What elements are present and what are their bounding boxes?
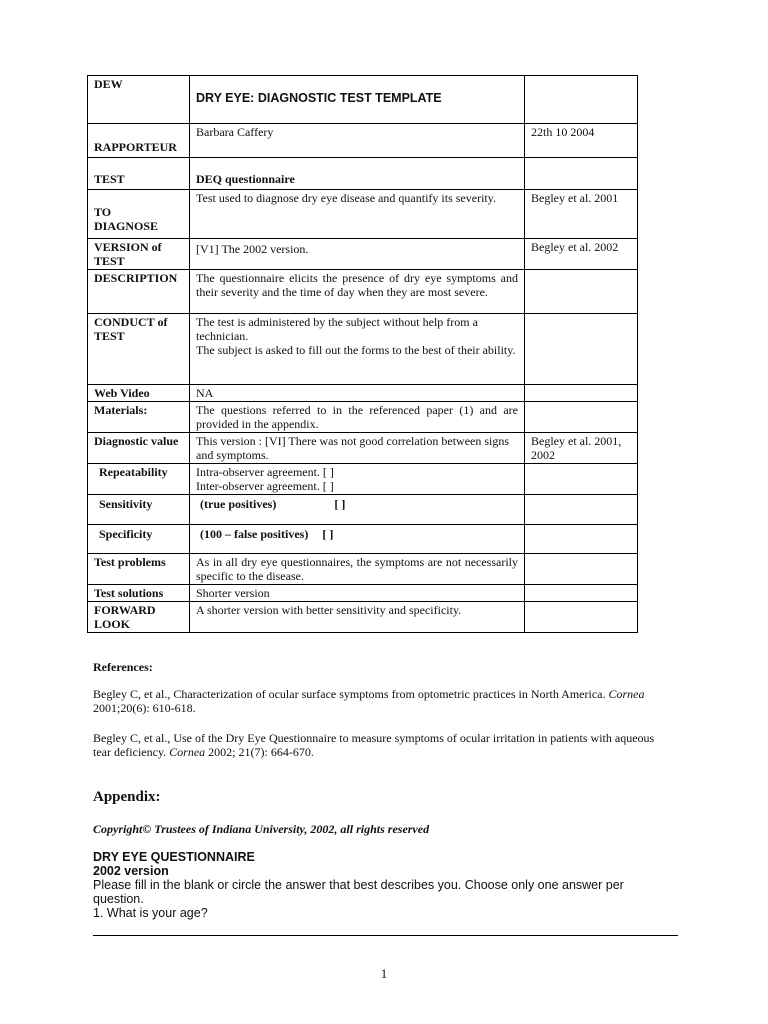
diagnostic-value-ref: Begley et al. 2001, 2002 — [525, 433, 638, 464]
reference-1 — [93, 687, 663, 715]
table-row-header — [88, 76, 638, 124]
question-1: 1. What is your age? — [93, 906, 208, 920]
appendix-title: Appendix: — [93, 789, 161, 805]
page-number: 1 — [380, 966, 388, 981]
rapporteur-date: 22th 10 2004 — [525, 124, 638, 158]
rapporteur-label: RAPPORTEUR — [88, 124, 190, 158]
test-problems-label: Test problems — [88, 554, 190, 585]
table-row-rapporteur — [88, 124, 638, 158]
diagnostic-test-template-table — [87, 75, 638, 633]
test-solutions-value: Shorter version — [190, 585, 525, 602]
table-row-web-video — [88, 385, 638, 402]
table-row-forward-look — [88, 602, 638, 633]
table-row-diagnose — [88, 190, 638, 239]
conduct-label: CONDUCT of TEST — [88, 314, 190, 385]
reference-2-text: Begley C, et al., Use of the Dry Eye Questionnaire to measure symptoms of ocular irritation in patients with aqueous tear deficiency. — [93, 731, 655, 759]
diagnose-label: DIAGNOSE — [94, 219, 159, 233]
diagnose-ref: Begley et al. 2001 — [525, 190, 638, 239]
sensitivity-bracket: [ ] — [334, 497, 346, 511]
specificity-bracket: [ ] — [322, 527, 334, 541]
questionnaire-instructions: Please fill in the blank or circle the answer that best describes you. Choose only one answer per question. — [93, 878, 624, 906]
table-row-sensitivity — [88, 495, 638, 525]
table-row-version — [88, 239, 638, 270]
test-problems-value: As in all dry eye questionnaires, the symptoms are not necessarily specific to the disease. — [190, 554, 525, 585]
diagnostic-value-label: Diagnostic value — [88, 433, 190, 464]
test-value: DEQ questionnaire — [190, 158, 525, 190]
reference-2 — [93, 731, 663, 759]
table-row-materials — [88, 402, 638, 433]
table-row-specificity — [88, 525, 638, 554]
sensitivity-value: (true positives) — [200, 497, 277, 511]
materials-label: Materials: — [88, 402, 190, 433]
reference-1-cite: 2001;20(6): 610-618. — [93, 701, 196, 715]
copyright-notice: Copyright© Trustees of Indiana University, 2002, all rights reserved — [93, 822, 430, 836]
web-video-value: NA — [190, 385, 525, 402]
questionnaire-version: 2002 version — [93, 864, 169, 878]
specificity-value: (100 – false positives) — [200, 527, 309, 541]
table-row-description — [88, 270, 638, 314]
rapporteur-name: Barbara Caffery — [190, 124, 525, 158]
version-label: VERSION of TEST — [88, 239, 190, 270]
to-label: TO — [94, 205, 112, 219]
footer-rule — [93, 935, 678, 936]
questionnaire-block — [93, 850, 653, 920]
table-row-test — [88, 158, 638, 190]
version-value: [V1] The 2002 version. — [190, 239, 525, 270]
dew-label: DEW — [88, 76, 190, 124]
test-label: TEST — [88, 158, 190, 190]
materials-value: The questions referred to in the referenced paper (1) and are provided in the appendix. — [190, 402, 525, 433]
repeatability-label: Repeatability — [88, 464, 190, 495]
conduct-line-1: The test is administered by the subject without help from a technician. — [196, 315, 478, 343]
reference-2-journal: Cornea — [169, 745, 206, 759]
version-ref: Begley et al. 2002 — [525, 239, 638, 270]
test-solutions-label: Test solutions — [88, 585, 190, 602]
web-video-label: Web Video — [88, 385, 190, 402]
questionnaire-title: DRY EYE QUESTIONNAIRE — [93, 850, 255, 864]
description-value: The questionnaire elicits the presence of dry eye symptoms and their severity and the time of day when they are most severe. — [190, 270, 525, 314]
reference-1-journal: Cornea — [608, 687, 645, 701]
conduct-line-2: The subject is asked to fill out the forms to the best of their ability. — [196, 343, 516, 357]
table-row-test-problems — [88, 554, 638, 585]
description-label: DESCRIPTION — [88, 270, 190, 314]
sensitivity-label: Sensitivity — [88, 495, 190, 525]
table-row-diagnostic-value — [88, 433, 638, 464]
table-row-repeatability — [88, 464, 638, 495]
table-row-test-solutions — [88, 585, 638, 602]
forward-look-value: A shorter version with better sensitivity and specificity. — [190, 602, 525, 633]
table-row-conduct — [88, 314, 638, 385]
diagnose-value: Test used to diagnose dry eye disease and quantify its severity. — [190, 190, 525, 239]
specificity-label: Specificity — [88, 525, 190, 554]
references-title: References: — [93, 660, 153, 674]
intra-observer-line: Intra-observer agreement. [ ] — [196, 465, 334, 479]
template-title: DRY EYE: DIAGNOSTIC TEST TEMPLATE — [196, 91, 442, 105]
forward-look-label: FORWARD LOOK — [88, 602, 190, 633]
inter-observer-line: Inter-observer agreement. [ ] — [196, 479, 334, 493]
reference-1-text: Begley C, et al., Characterization of ocular surface symptoms from optometric practices in North America. — [93, 687, 606, 701]
diagnostic-value-text: This version : [VI] There was not good correlation between signs and symptoms. — [190, 433, 525, 464]
reference-2-cite: 2002; 21(7): 664-670. — [205, 745, 314, 759]
